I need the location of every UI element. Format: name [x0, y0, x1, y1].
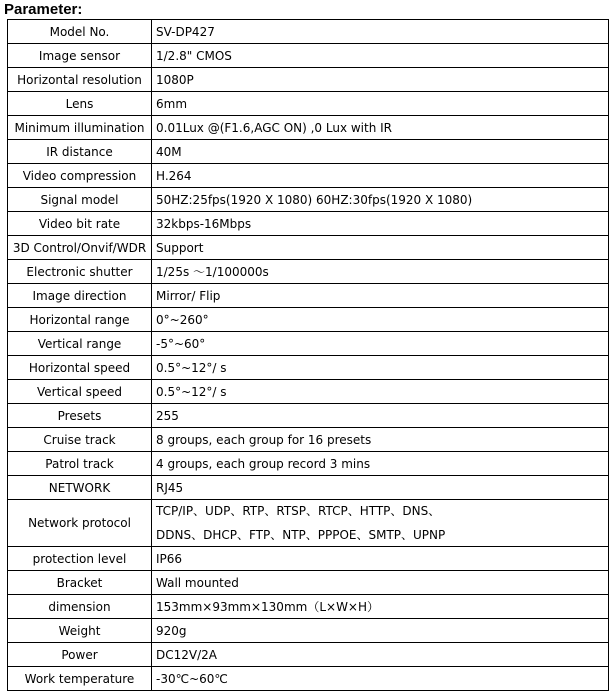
- table-row: [8, 212, 609, 236]
- row-label: Horizontal range: [8, 308, 152, 332]
- table-row: [8, 476, 609, 500]
- row-value: 40M: [152, 140, 609, 164]
- row-value: 8 groups, each group for 16 presets: [152, 428, 609, 452]
- table-row: [8, 595, 609, 619]
- table-row: [8, 68, 609, 92]
- row-value-line: DDNS、DHCP、FTP、NTP、PPPOE、SMTP、UPNP: [156, 528, 446, 542]
- row-label: dimension: [8, 595, 152, 619]
- row-value: 0.5°~12°/ s: [152, 380, 609, 404]
- row-label: Bracket: [8, 571, 152, 595]
- row-label: IR distance: [8, 140, 152, 164]
- row-value: 6mm: [152, 92, 609, 116]
- table-row: [8, 140, 609, 164]
- row-label: Video compression: [8, 164, 152, 188]
- table-row: [8, 452, 609, 476]
- row-value: 0°~260°: [152, 308, 609, 332]
- row-label: Work temperature: [8, 667, 152, 691]
- table-row: [8, 20, 609, 44]
- table-row: [8, 44, 609, 68]
- row-value: Support: [152, 236, 609, 260]
- table-row: [8, 428, 609, 452]
- row-value: H.264: [152, 164, 609, 188]
- table-row: [8, 500, 609, 547]
- row-label: NETWORK: [8, 476, 152, 500]
- table-row: [8, 547, 609, 571]
- row-label: Horizontal speed: [8, 356, 152, 380]
- row-label: Network protocol: [8, 500, 152, 547]
- row-label: protection level: [8, 547, 152, 571]
- row-value: -5°~60°: [152, 332, 609, 356]
- table-row: [8, 380, 609, 404]
- table-row: [8, 356, 609, 380]
- row-value: Mirror/ Flip: [152, 284, 609, 308]
- parameter-table: [7, 19, 609, 691]
- table-row: [8, 284, 609, 308]
- row-value: RJ45: [152, 476, 609, 500]
- table-row: [8, 92, 609, 116]
- row-label: Power: [8, 643, 152, 667]
- row-value: 0.01Lux @(F1.6,AGC ON) ,0 Lux with IR: [152, 116, 609, 140]
- table-row: [8, 116, 609, 140]
- row-label: Presets: [8, 404, 152, 428]
- row-label: Weight: [8, 619, 152, 643]
- table-row: [8, 404, 609, 428]
- row-value-line: TCP/IP、UDP、RTP、RTSP、RTCP、HTTP、DNS、: [156, 504, 441, 518]
- row-label: Patrol track: [8, 452, 152, 476]
- row-label: Lens: [8, 92, 152, 116]
- row-value: 32kbps-16Mbps: [152, 212, 609, 236]
- table-row: [8, 308, 609, 332]
- table-row: [8, 260, 609, 284]
- table-row: [8, 667, 609, 691]
- row-value: 1080P: [152, 68, 609, 92]
- table-row: [8, 236, 609, 260]
- row-label: Electronic shutter: [8, 260, 152, 284]
- row-label: Signal model: [8, 188, 152, 212]
- row-value: 50HZ:25fps(1920 X 1080) 60HZ:30fps(1920 X 1080): [152, 188, 609, 212]
- row-label: Cruise track: [8, 428, 152, 452]
- row-label: Image sensor: [8, 44, 152, 68]
- row-value: [152, 500, 609, 547]
- row-value: 1/2.8" CMOS: [152, 44, 609, 68]
- row-value: 255: [152, 404, 609, 428]
- table-row: [8, 332, 609, 356]
- row-value: 920g: [152, 619, 609, 643]
- table-row: [8, 164, 609, 188]
- page-title: Parameter:: [4, 1, 83, 18]
- row-value: 0.5°~12°/ s: [152, 356, 609, 380]
- row-label: Vertical range: [8, 332, 152, 356]
- row-value: Wall mounted: [152, 571, 609, 595]
- row-value: -30℃~60℃: [152, 667, 609, 691]
- row-label: Minimum illumination: [8, 116, 152, 140]
- table-row: [8, 619, 609, 643]
- table-row: [8, 188, 609, 212]
- row-label: Horizontal resolution: [8, 68, 152, 92]
- row-label: Vertical speed: [8, 380, 152, 404]
- table-row: [8, 571, 609, 595]
- row-label: Video bit rate: [8, 212, 152, 236]
- row-label: Image direction: [8, 284, 152, 308]
- row-label: 3D Control/Onvif/WDR: [8, 236, 152, 260]
- row-value: DC12V/2A: [152, 643, 609, 667]
- row-value: 4 groups, each group record 3 mins: [152, 452, 609, 476]
- row-value: SV-DP427: [152, 20, 609, 44]
- table-row: [8, 643, 609, 667]
- row-value: IP66: [152, 547, 609, 571]
- row-value: 153mm×93mm×130mm（L×W×H）: [152, 595, 609, 619]
- row-value: 1/25s ～1/100000s: [152, 260, 609, 284]
- row-label: Model No.: [8, 20, 152, 44]
